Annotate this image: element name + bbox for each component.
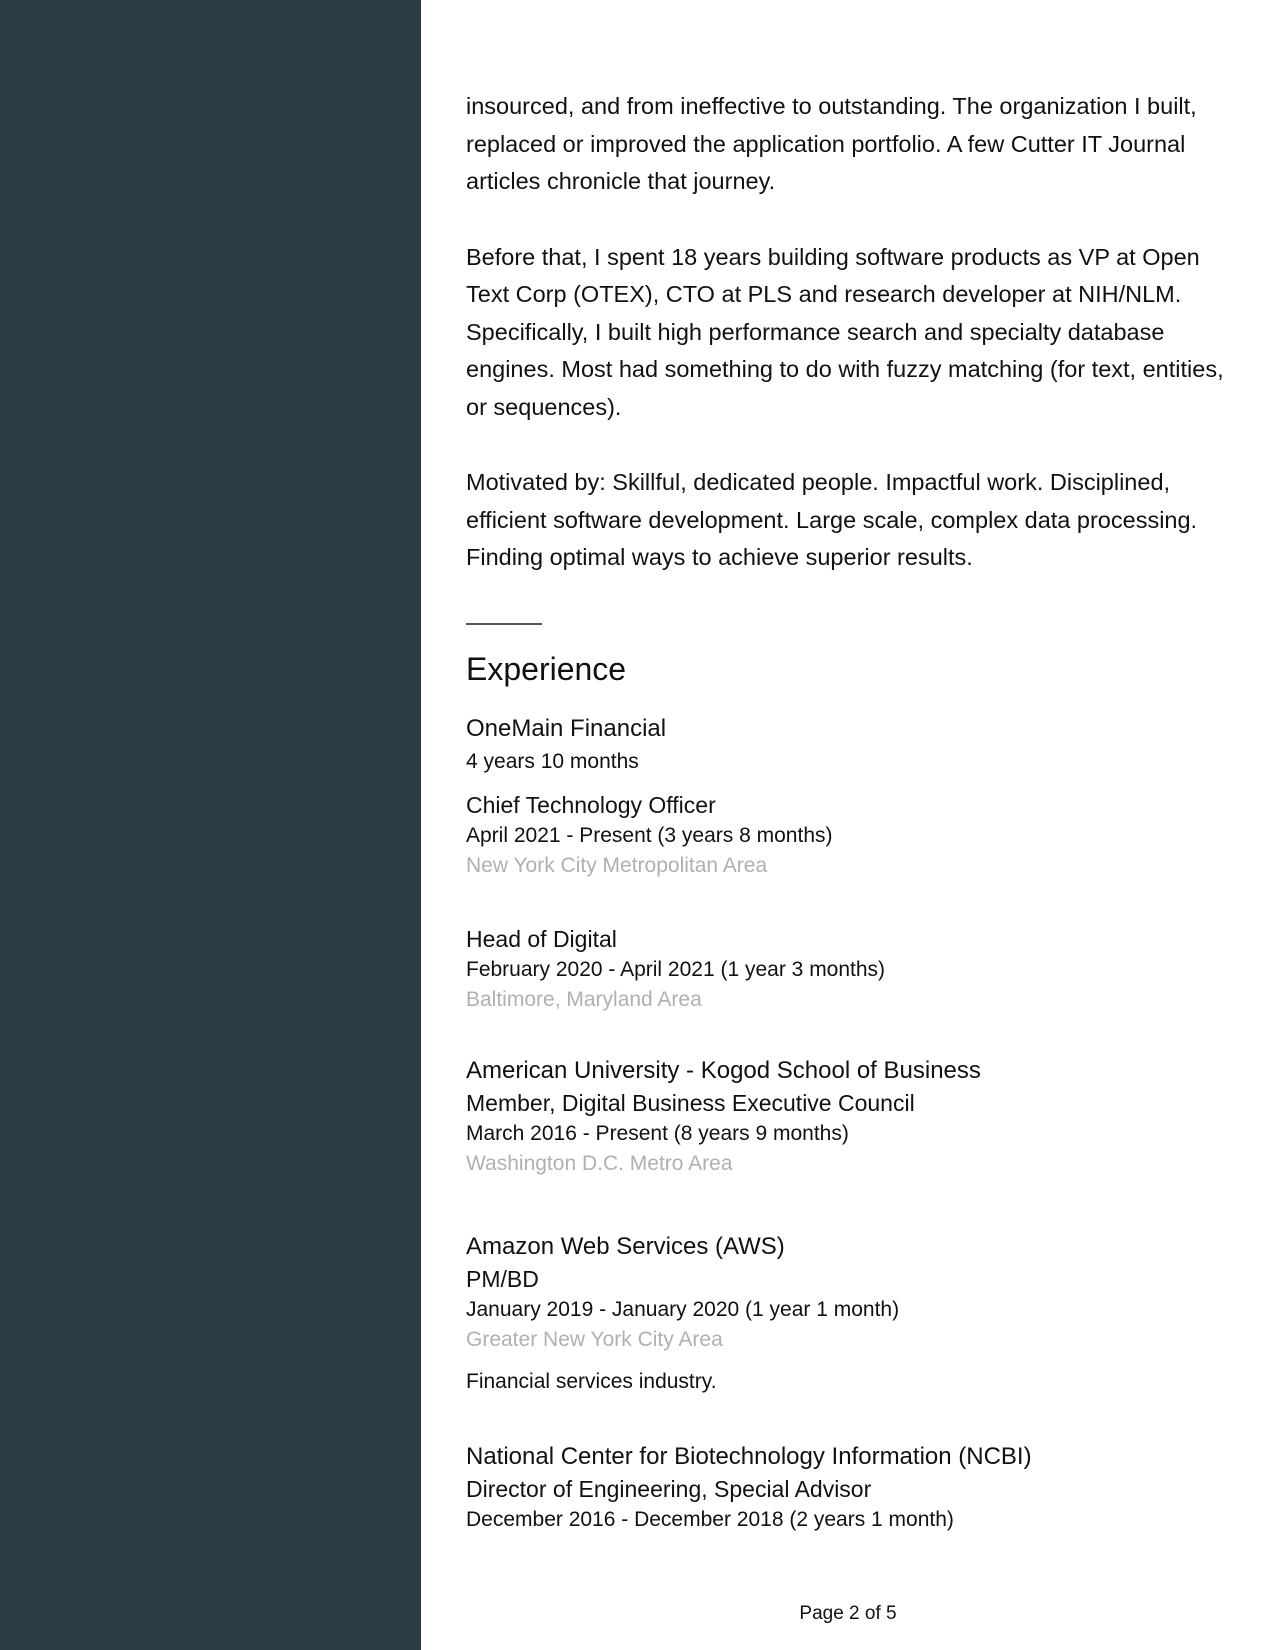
experience-entry-aws (466, 1231, 1236, 1397)
role-description: Financial services industry. (466, 1369, 717, 1393)
role-dates: April 2021 - Present (3 years 8 months) (466, 823, 833, 847)
role-location: Greater New York City Area (466, 1327, 723, 1351)
role-location: Baltimore, Maryland Area (466, 987, 702, 1011)
role-title: PM/BD (466, 1265, 539, 1292)
role-title: Head of Digital (466, 925, 617, 952)
page-number: Page 2 of 5 (799, 1603, 897, 1624)
role-title: Chief Technology Officer (466, 791, 716, 818)
experience-heading: Experience (466, 650, 627, 687)
main-content (466, 88, 1236, 1535)
experience-entry-american-university (466, 1055, 1236, 1179)
role-cto (466, 789, 1236, 881)
role-head-of-digital (466, 923, 1236, 1015)
experience-entry-ncbi (466, 1441, 1236, 1535)
role-dates: March 2016 - Present (8 years 9 months) (466, 1121, 849, 1145)
company-tenure: 4 years 10 months (466, 749, 639, 773)
company-name: Amazon Web Services (AWS) (466, 1232, 785, 1260)
role-dates: December 2016 - December 2018 (2 years 1 month) (466, 1507, 954, 1531)
section-divider (466, 623, 542, 625)
role-title: Director of Engineering, Special Advisor (466, 1475, 872, 1502)
experience-entry-onemain (466, 713, 1236, 1015)
role-location: New York City Metropolitan Area (466, 853, 768, 877)
role-title: Member, Digital Business Executive Council (466, 1089, 915, 1116)
role-dates: January 2019 - January 2020 (1 year 1 month) (466, 1297, 900, 1321)
summary-paragraph-2: Before that, I spent 18 years building software products as VP at Open Text Corp (OTEX), CTO at PLS and research developer at NIH/NLM. Specifically, I built high performance search and specialty database engines. Most had something to do with fuzzy matching (for text, entities, or sequences). (466, 243, 1224, 420)
role-dates: February 2020 - April 2021 (1 year 3 months) (466, 957, 886, 981)
summary-paragraph-3: Motivated by: Skillful, dedicated people. Impactful work. Disciplined, efficient software development. Large scale, complex data processing. Finding optimal ways to achieve superior results. (466, 469, 1198, 570)
company-name: American University - Kogod School of Business (466, 1056, 981, 1084)
sidebar-panel (0, 0, 421, 1650)
summary-paragraph-1: insourced, and from ineffective to outstanding. The organization I built, replaced or improved the application portfolio. A few Cutter IT Journal articles chronicle that journey. (466, 93, 1197, 194)
role-location: Washington D.C. Metro Area (466, 1151, 733, 1175)
company-name: OneMain Financial (466, 714, 667, 742)
company-name: National Center for Biotechnology Information (NCBI) (466, 1442, 1032, 1470)
